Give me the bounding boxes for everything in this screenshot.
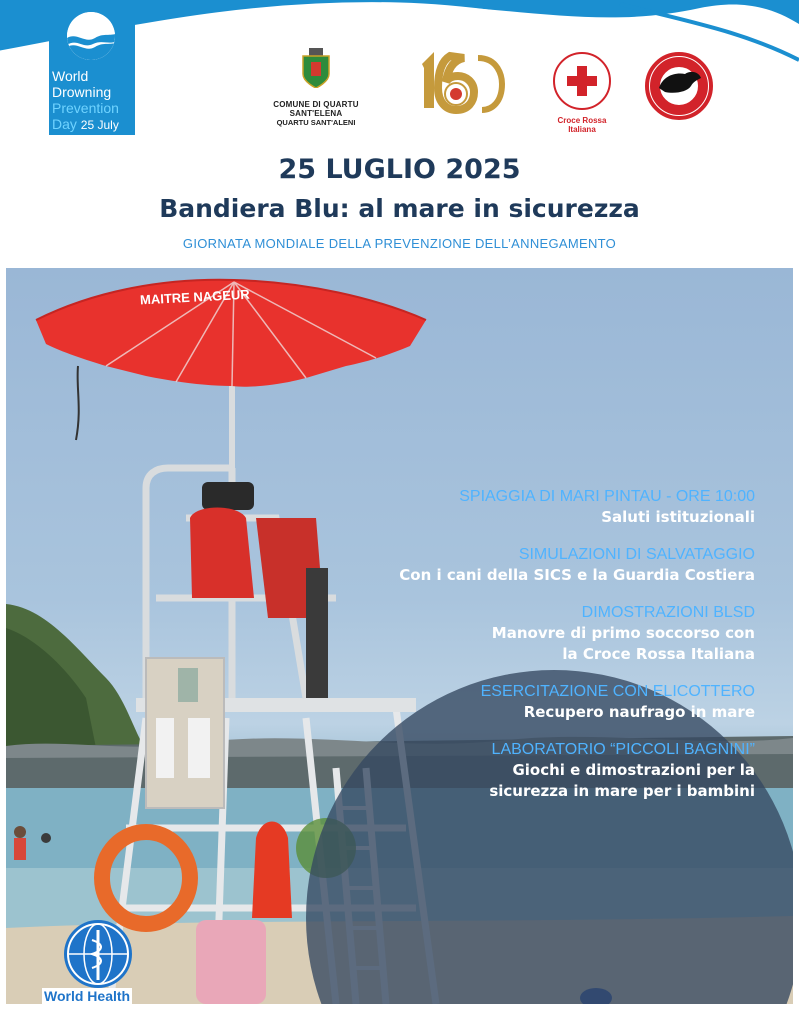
- who-logo: [44, 920, 142, 1004]
- program-item: [335, 602, 755, 665]
- comune-name-sardinian: QUARTU SANT'ALENI: [276, 118, 356, 127]
- program-description: Manovre di primo soccorso con: [491, 624, 755, 642]
- program-description: sicurezza in mare per i bambini: [489, 782, 755, 800]
- program-heading: SPIAGGIA DI MARI PINTAU - ORE 10:00: [459, 488, 755, 505]
- wdpd-line2: Drowning: [52, 84, 112, 100]
- event-program: [335, 486, 755, 818]
- blue-flag-icon: [67, 12, 115, 60]
- who-label: World Health: [44, 988, 131, 1004]
- event-date: 25 LUGLIO 2025: [278, 154, 521, 185]
- header: [0, 0, 799, 268]
- event-title: Bandiera Blu: al mare in sicurezza: [159, 194, 640, 223]
- program-item: [335, 486, 755, 528]
- guardia-costiera-160-logo: [416, 46, 506, 120]
- crest-icon: [301, 48, 331, 88]
- program-item: [335, 544, 755, 586]
- wdpd-line3: Prevention: [52, 100, 119, 116]
- wdpd-line4a: Day: [52, 116, 77, 132]
- program-heading: LABORATORIO “PICCOLI BAGNINI”: [491, 741, 755, 758]
- croce-rossa-label: Croce Rossa Italiana: [557, 116, 607, 134]
- umbrella-text: MAITRE NAGEUR: [139, 286, 251, 308]
- wdpd-logo: [49, 6, 135, 156]
- sics-logo: [645, 52, 713, 120]
- comune-name: COMUNE DI QUARTU SANT'ELENA: [273, 100, 359, 118]
- program-description: la Croce Rossa Italiana: [562, 645, 755, 663]
- red-cross-icon: [553, 52, 611, 110]
- program-description: Giochi e dimostrazioni per la: [512, 761, 755, 779]
- program-description: Saluti istituzionali: [601, 508, 755, 526]
- wdpd-line1: World: [52, 68, 89, 84]
- program-heading: DIMOSTRAZIONI BLSD: [581, 604, 755, 621]
- program-heading: ESERCITAZIONE CON ELICOTTERO: [480, 683, 755, 700]
- croce-rossa-logo: [547, 52, 617, 134]
- event-subtitle: GIORNATA MONDIALE DELLA PREVENZIONE DELL’ANNEGAMENTO: [182, 236, 617, 251]
- program-item: [335, 681, 755, 723]
- who-emblem-icon: [64, 920, 132, 988]
- wdpd-line4b: 25 July: [80, 118, 119, 132]
- program-item: [335, 739, 755, 802]
- program-heading: SIMULAZIONI DI SALVATAGGIO: [518, 546, 755, 563]
- program-description: Recupero naufrago in mare: [523, 703, 755, 721]
- program-description: Con i cani della SICS e la Guardia Costiera: [399, 566, 755, 584]
- comune-logo: [246, 48, 386, 127]
